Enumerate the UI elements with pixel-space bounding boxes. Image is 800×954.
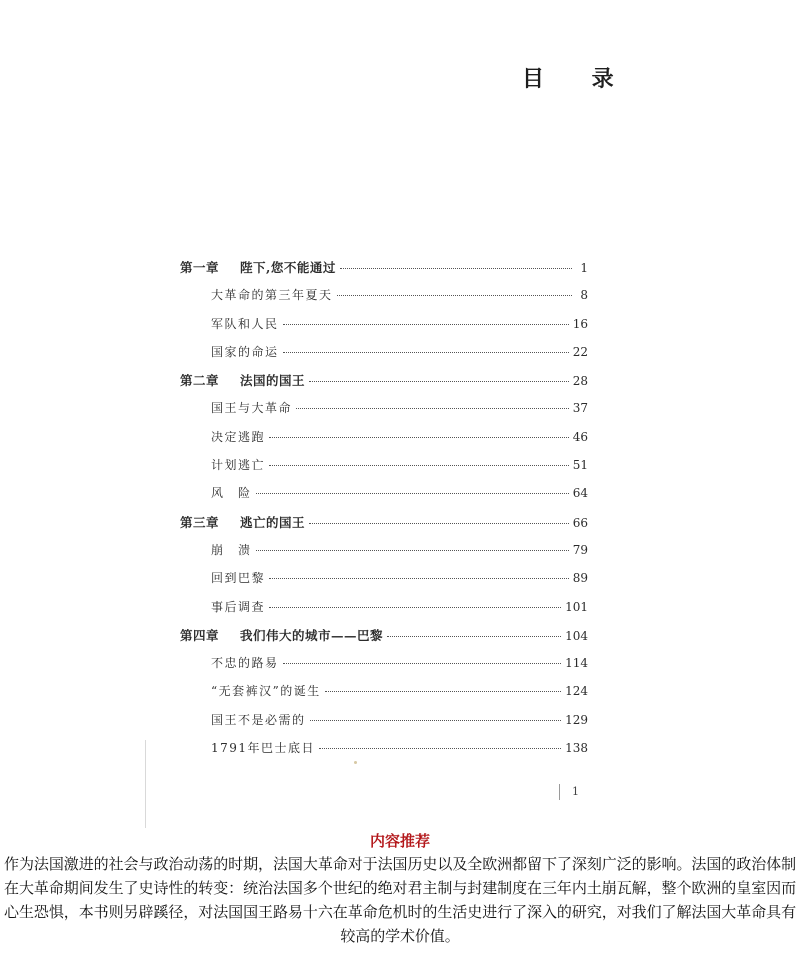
toc-page-number: 124 xyxy=(565,684,588,699)
toc-entry-label: 崩 溃 xyxy=(211,542,252,557)
toc-section-entry xyxy=(180,739,588,767)
toc-entry-label: 决定逃跑 xyxy=(211,429,266,444)
leader-dots xyxy=(309,381,569,382)
toc-entry-label: 不忠的路易 xyxy=(211,656,279,671)
toc-entry-label: 风 险 xyxy=(211,486,252,501)
toc-page-number: 138 xyxy=(565,741,588,756)
toc-page-number: 101 xyxy=(565,599,588,614)
toc-entry-label: 军队和人民 xyxy=(211,316,279,331)
toc-chapter-entry xyxy=(180,626,588,654)
toc-page-number: 51 xyxy=(572,458,588,473)
toc-section-entry xyxy=(180,399,588,427)
page-edge-line xyxy=(145,740,146,828)
page-folio: 1 xyxy=(572,785,579,798)
toc-entry-label: 计划逃亡 xyxy=(211,458,266,473)
toc-entry-label: 回到巴黎 xyxy=(211,571,266,586)
toc-list xyxy=(180,258,588,767)
toc-chapter-entry xyxy=(180,513,588,541)
toc-chapter-entry xyxy=(180,371,588,399)
leader-dots xyxy=(387,636,561,637)
leader-dots xyxy=(256,493,569,494)
toc-section-entry xyxy=(180,598,588,626)
toc-section-entry xyxy=(180,682,588,710)
leader-dots xyxy=(269,465,569,466)
toc-section-entry xyxy=(180,569,588,597)
toc-entry-label: 国家的命运 xyxy=(211,344,279,359)
toc-entry-label: 逃亡的国王 xyxy=(240,514,306,530)
toc-page-number: 37 xyxy=(572,401,588,416)
chapter-number: 第四章 xyxy=(180,627,220,643)
toc-entry-label: 法国的国王 xyxy=(240,373,306,389)
toc-page-number: 114 xyxy=(565,656,588,671)
toc-section-entry xyxy=(180,343,588,371)
toc-page-number: 66 xyxy=(572,515,588,530)
scan-speck xyxy=(354,761,357,764)
chapter-number: 第一章 xyxy=(180,260,220,275)
leader-dots xyxy=(319,748,561,749)
toc-section-entry xyxy=(180,456,588,484)
toc-entry-label: 我们伟大的城市——巴黎 xyxy=(240,627,384,643)
leader-dots xyxy=(283,663,562,664)
toc-section-entry xyxy=(180,711,588,739)
toc-entry-label: 国王不是必需的 xyxy=(211,712,306,727)
toc-entry-label: “无套裤汉”的诞生 xyxy=(211,684,321,699)
toc-section-entry xyxy=(180,286,588,314)
toc-chapter-entry xyxy=(180,258,588,286)
toc-entry-label: 1791年巴士底日 xyxy=(211,741,316,756)
leader-dots xyxy=(337,295,572,296)
toc-page-number: 1 xyxy=(580,261,588,275)
toc-title: 目 录 xyxy=(522,66,634,92)
toc-section-entry xyxy=(180,428,588,456)
toc-page-number: 22 xyxy=(572,344,588,359)
toc-page-number: 104 xyxy=(565,628,588,643)
leader-dots xyxy=(310,720,562,721)
toc-entry-label: 陛下,您不能通过 xyxy=(240,260,336,275)
chapter-number: 第三章 xyxy=(180,514,220,530)
leader-dots xyxy=(309,523,569,524)
leader-dots xyxy=(296,408,569,409)
leader-dots xyxy=(283,352,569,353)
leader-dots xyxy=(325,691,561,692)
toc-page-number: 129 xyxy=(565,712,588,727)
leader-dots xyxy=(269,607,561,608)
toc-entry-label: 大革命的第三年夏天 xyxy=(211,288,333,303)
toc-entry-label: 国王与大革命 xyxy=(211,401,293,416)
toc-page-number: 79 xyxy=(572,542,588,557)
leader-dots xyxy=(269,437,569,438)
toc-page-number: 28 xyxy=(572,374,588,389)
chapter-number: 第二章 xyxy=(180,373,220,389)
toc-page-number: 8 xyxy=(580,288,588,303)
leader-dots xyxy=(283,324,569,325)
toc-page-number: 16 xyxy=(572,316,588,331)
toc-section-entry xyxy=(180,654,588,682)
toc-section-entry xyxy=(180,541,588,569)
toc-page-number: 89 xyxy=(572,571,588,586)
toc-section-entry xyxy=(180,315,588,343)
toc-page-number: 46 xyxy=(572,429,588,444)
leader-dots xyxy=(256,550,569,551)
toc-section-entry xyxy=(180,484,588,512)
content-recommendation xyxy=(0,830,800,948)
folio-divider xyxy=(559,784,560,800)
leader-dots xyxy=(340,268,572,269)
toc-page-number: 64 xyxy=(572,486,588,501)
toc-entry-label: 事后调查 xyxy=(211,599,266,614)
blurb-heading: 内容推荐 xyxy=(369,832,430,850)
leader-dots xyxy=(269,578,569,579)
blurb-text: 作为法国激进的社会与政治动荡的时期，法国大革命对于法国历史以及全欧洲都留下了深刻广泛的影响。法国的政治体制在大革命期间发生了史诗性的转变：统治法国多个世纪的绝对君主制与封建制度在三年内土崩瓦解，整个欧洲的皇室因而心生恐惧，本书则另辟蹊径，对法国国王路易十六在革命危机时的生活史进行了深入的研究，对我们了解法国大革命具有较高的学术价值。 xyxy=(4,855,796,945)
